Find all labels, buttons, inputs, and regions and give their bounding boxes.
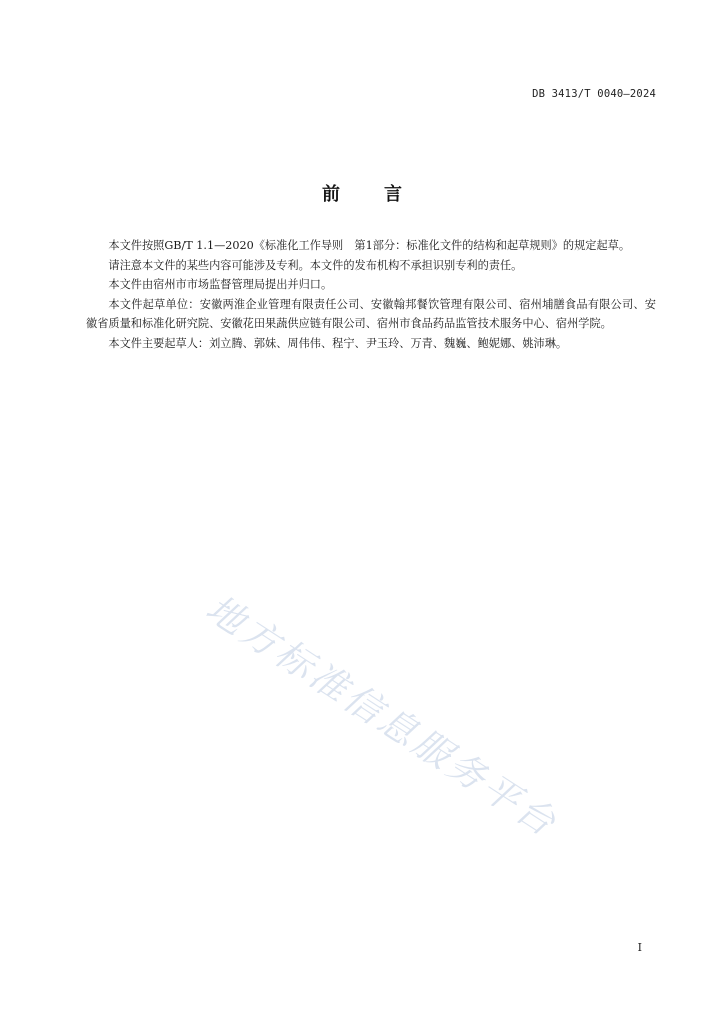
document-code: DB 3413/T 0040—2024 — [532, 88, 656, 100]
paragraph-drafters: 本文件主要起草人：刘立腾、郭妹、周伟伟、程宁、尹玉玲、万青、魏巍、鲍妮娜、姚沛琳。 — [108, 336, 568, 350]
paragraph-patent-notice: 请注意本文件的某些内容可能涉及专利。本文件的发布机构不承担识别专利的责任。 — [108, 258, 523, 272]
page-title: 前言 — [322, 184, 446, 205]
watermark: 地方标准信息服务平台 — [198, 586, 566, 847]
paragraph-drafting-rules: 本文件按照GB/T 1.1—2020《标准化工作导则 第1部分：标准化文件的结构和起草规则》的规定起草。 — [108, 239, 631, 252]
paragraph-drafting-units: 本文件起草单位：安徽两淮企业管理有限责任公司、安徽翰邦餐饮管理有限公司、宿州埔膳食品有限公司、安徽省质量和标准化研究院、安徽花田果蔬供应链有限公司、宿州市食品药品监管技术服务中心、宿州学院。 — [86, 297, 656, 330]
paragraph-proposer: 本文件由宿州市市场监督管理局提出并归口。 — [108, 278, 333, 291]
page-number: I — [637, 941, 642, 954]
foreword-body — [86, 236, 656, 353]
